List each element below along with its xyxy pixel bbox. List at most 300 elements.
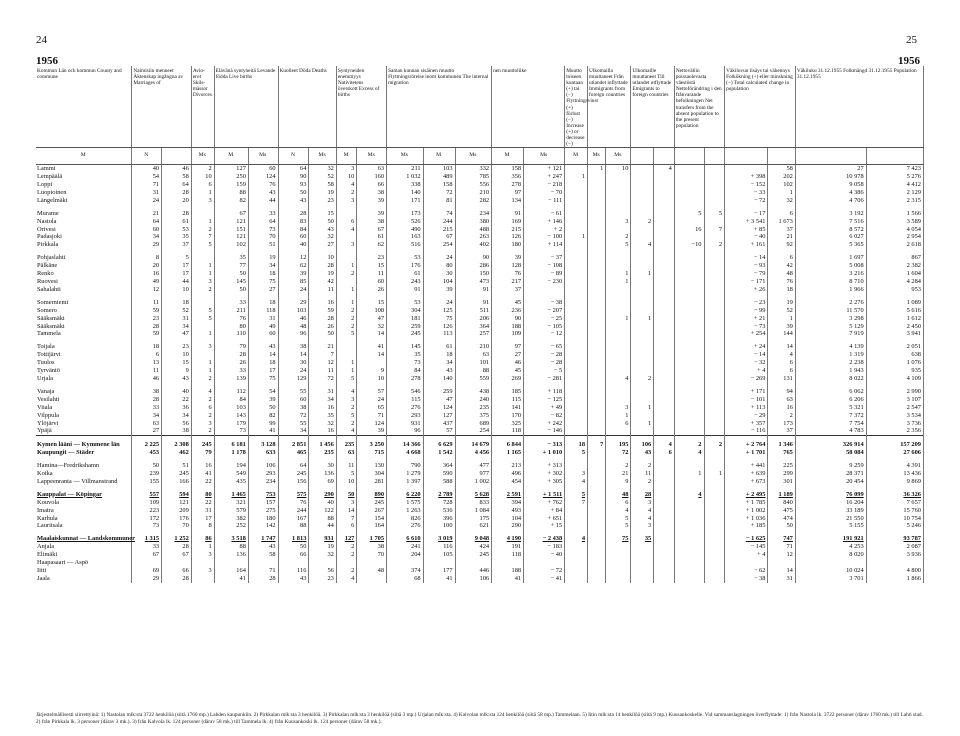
table-cell: 2 [631,478,654,486]
table-cell [654,575,675,583]
table-cell: 131 [768,375,795,383]
table-cell: 180 [248,515,278,523]
table-cell: 34 [162,323,192,331]
table-cell: 72 [309,375,336,383]
table-cell: + 254 [725,330,768,338]
table-cell: 6 027 [795,233,866,241]
table-cell [674,351,704,359]
table-cell: 8 572 [795,226,866,234]
table-cell: 51 [248,241,278,249]
table-cell [588,404,606,412]
table-cell: 474 [768,515,795,523]
table-cell: 5 616 [866,307,923,315]
table-cell [654,351,675,359]
table-cell: 245 [191,441,214,449]
table-cell: 10 [162,351,192,359]
table-cell [631,543,654,551]
table-cell [588,522,606,530]
table-cell: 27 [132,427,162,435]
table-cell: 2 315 [866,197,923,205]
table-cell: 1 [336,359,357,367]
table-cell: 374 [387,567,424,575]
table-cell [674,551,704,559]
table-cell: 37 [162,241,192,249]
table-cell [631,323,654,331]
table-cell: 80 [191,491,214,499]
table-cell: 66 [357,181,387,189]
table-cell: 1 [631,270,654,278]
table-cell: 490 [387,226,424,234]
table-cell [631,173,654,181]
table-cell [565,165,588,173]
table-cell: 6 [336,218,357,226]
table-cell: 97 [492,189,524,197]
table-cell: + 1 701 [725,449,768,457]
table-row [36,233,924,241]
table-cell: 99 [248,420,278,428]
table-cell [674,323,704,331]
commune-name: Murame [36,210,132,218]
table-cell: 380 [455,218,492,226]
table-cell: 33 189 [795,507,866,515]
table-cell: 129 [278,375,309,383]
table-cell: 126 [423,323,455,331]
table-cell [674,299,704,307]
table-cell [631,299,654,307]
table-cell: 2 [191,375,214,383]
column-header: Kommun Län och kommun County and commune [36,66,132,148]
table-cell: 7 [704,226,725,234]
table-cell: 63 [336,449,357,457]
table-cell: 28 371 [795,470,866,478]
table-cell [631,351,654,359]
table-cell: 50 [768,522,795,530]
table-cell: 293 [387,412,424,420]
table-cell: 76 [278,499,309,507]
table-cell: 116 [278,567,309,575]
table-row [36,543,924,551]
table-cell: 250 [214,173,248,181]
table-cell: 27 [309,241,336,249]
table-cell [606,330,631,338]
table-cell [588,233,606,241]
table-cell: 1 002 [455,478,492,486]
column-subheader: Ms [248,148,278,165]
table-row [36,315,924,323]
table-cell: 16 [191,462,214,470]
table-cell [704,499,725,507]
table-cell [357,359,387,367]
table-cell: 4 [336,181,357,189]
column-subheader: M [423,148,455,165]
table-cell [606,262,631,270]
table-cell: 2 591 [492,491,524,499]
commune-name: Hamina—Fredrikshamn [36,462,132,470]
table-cell: 2 450 [866,323,923,331]
table-cell: + 185 [725,522,768,530]
table-cell: − 82 [524,412,565,420]
table-cell: 13 436 [866,470,923,478]
table-cell [674,575,704,583]
table-cell: 1 542 [423,449,455,457]
table-cell [565,351,588,359]
table-cell: 113 [423,330,455,338]
table-cell: 728 [423,499,455,507]
table-cell: 38 [357,543,387,551]
table-cell [631,367,654,375]
table-cell: 10 [336,478,357,486]
table-cell [704,197,725,205]
table-cell: 275 [248,507,278,515]
table-cell: 47 [423,396,455,404]
table-cell: 477 [455,462,492,470]
table-cell: + 2 764 [725,441,768,449]
table-cell: 94 [768,388,795,396]
table-cell: + 15 [524,522,565,530]
table-cell: 556 [455,181,492,189]
table-cell [795,559,866,567]
table-cell: 61 [357,233,387,241]
table-cell: 493 [492,507,524,515]
column-header: Väkiluvun lisäys tai vähennys Folkökning (+) eller minskning (−) Total calculated change in population [725,66,796,148]
table-cell: 39 [423,286,455,294]
table-cell: 105 [423,551,455,559]
table-cell: 139 [214,375,248,383]
table-cell: 62 [278,262,309,270]
table-cell [631,427,654,435]
table-cell: + 1 511 [524,491,565,499]
table-cell [704,375,725,383]
column-subheader [725,148,768,165]
table-cell: 28 [309,262,336,270]
table-cell: 2 [704,441,725,449]
table-cell: 102 [768,181,795,189]
table-cell: 35 [387,351,424,359]
column-header: Ulkomailla muuttaneet Från utlandet inflyttade Immigrants from foreign countries [588,66,631,148]
table-cell: 31 [132,189,162,197]
table-cell: 145 [387,343,424,351]
table-cell: 4 109 [866,375,923,383]
table-cell [565,522,588,530]
table-cell [565,262,588,270]
table-cell [565,189,588,197]
table-cell: 10 [357,375,387,383]
table-cell: 2 789 [423,491,455,499]
table-row [36,210,924,218]
table-cell: 173 [768,420,795,428]
table-cell: − 281 [524,375,565,383]
table-cell: 16 [132,270,162,278]
table-cell: 49 [132,278,162,286]
table-cell [162,559,192,567]
table-cell [565,323,588,331]
table-cell: 1 866 [866,575,923,583]
column-header: Elävänä syntyneitä Levande födda Live births [214,66,278,148]
table-cell [588,375,606,383]
table-cell [674,420,704,428]
table-cell [631,210,654,218]
table-cell: + 313 [524,462,565,470]
table-cell [674,499,704,507]
table-cell: 1 032 [387,173,424,181]
table-cell [654,181,675,189]
table-cell: 28 [631,491,654,499]
table-cell: 4 800 [866,567,923,575]
table-cell: 39 [768,323,795,331]
table-cell: 136 [309,470,336,478]
table-cell: 254 [455,427,492,435]
table-cell [606,226,631,234]
table-cell: 74 [423,210,455,218]
table-cell [654,478,675,486]
table-cell: 6 181 [214,441,248,449]
table-cell [606,351,631,359]
column-subheader: Ms [588,148,606,165]
table-cell: 39 [278,270,309,278]
table-cell [674,330,704,338]
table-cell: 16 [309,404,336,412]
table-cell: 16 [674,226,704,234]
table-body [36,66,924,583]
table-cell: 1 [191,359,214,367]
table-cell: 1 705 [357,535,387,543]
table-cell: 76 [768,278,795,286]
table-cell [674,462,704,470]
table-cell: 215 [492,226,524,234]
table-cell: 5 [674,210,704,218]
table-cell [631,388,654,396]
table-cell: 44 [248,197,278,205]
table-cell: 41 [191,470,214,478]
table-cell [631,165,654,173]
table-row [36,412,924,420]
table-cell: 4 668 [387,449,424,457]
table-cell: 5 [606,241,631,249]
table-cell: + 26 [725,286,768,294]
table-cell [588,462,606,470]
table-cell: 59 [132,307,162,315]
table-cell: 88 [455,367,492,375]
table-cell: 9 [162,367,192,375]
commune-name: Iitti [36,567,132,575]
table-cell: 69 [309,478,336,486]
table-cell [588,491,606,499]
table-cell [565,254,588,262]
commune-name: Orivesi [36,226,132,234]
table-cell: 191 921 [795,535,866,543]
table-cell [674,559,704,567]
table-cell [565,575,588,583]
table-cell: 85 [278,278,309,286]
table-cell [674,254,704,262]
table-row [36,330,924,338]
table-row [36,575,924,583]
table-cell: 206 [455,315,492,323]
table-row [36,351,924,359]
table-cell: + 242 [524,420,565,428]
table-cell: 1 [606,412,631,420]
table-cell: 826 [387,515,424,523]
table-cell [674,515,704,523]
table-cell: 79 [214,343,248,351]
table-cell [565,427,588,435]
table-cell: 70 [162,522,192,530]
table-cell: 1 [191,330,214,338]
table-cell: 2 [674,441,704,449]
column-header: Ulkomaille muuttaneet Till utlandet utflyttade Emigrants to foreign countries [631,66,674,148]
table-cell: 15 [162,359,192,367]
table-cell: 4 [565,535,588,543]
table-cell: 11 [336,462,357,470]
table-cell: − 93 [725,262,768,270]
commune-name: Vanaja [36,388,132,396]
table-cell [606,181,631,189]
table-cell: 61 [387,270,424,278]
table-cell: 4 190 [492,535,524,543]
table-cell [278,559,309,567]
table-cell [654,226,675,234]
table-cell: 29 [132,241,162,249]
table-cell [674,427,704,435]
table-cell: 3 [336,165,357,173]
table-cell: 23 [309,575,336,583]
table-cell [565,543,588,551]
table-cell: 4 [191,388,214,396]
table-cell: 5 [162,254,192,262]
table-cell: 12 [768,551,795,559]
table-cell [565,330,588,338]
table-cell: 4 [631,515,654,523]
table-cell: 1 673 [768,218,795,226]
table-cell: − 12 [524,330,565,338]
table-cell [674,567,704,575]
table-cell: 7 [309,351,336,359]
table-cell: 286 [455,262,492,270]
table-cell: 37 [492,286,524,294]
table-cell [654,286,675,294]
table-cell: 185 [492,388,524,396]
table-cell: 290 [309,491,336,499]
table-cell [704,218,725,226]
table-cell: 276 [387,404,424,412]
table-cell [654,396,675,404]
table-cell: 35 [214,254,248,262]
table-cell [654,343,675,351]
commune-name: Loppi [36,181,132,189]
commune-name: Maalaiskunnat — Landskommuner [37,535,136,543]
column-subheader: N [278,148,309,165]
table-cell: 34 [423,359,455,367]
table-cell: 51 [162,462,192,470]
table-cell: 2 276 [795,299,866,307]
table-cell: − 100 [524,233,565,241]
table-cell: + 302 [524,470,565,478]
table-cell: 34 [162,412,192,420]
commune-name: Haapasaari — Aspö [36,559,132,567]
table-cell: 194 [214,462,248,470]
table-cell: 136 [214,551,248,559]
table-cell: 1 [606,270,631,278]
table-cell [674,522,704,530]
table-cell [704,343,725,351]
column-subheader: Ms [357,148,387,165]
table-cell: 3 534 [866,412,923,420]
table-cell: 28 [162,543,192,551]
table-cell: 4 412 [866,181,923,189]
table-cell: 82 [248,412,278,420]
table-cell: 234 [455,210,492,218]
table-cell: 127 [214,165,248,173]
table-cell: 223 [132,507,162,515]
table-cell: 10 978 [795,173,866,181]
table-cell: 10 [336,173,357,181]
table-row [36,427,924,435]
table-cell: + 114 [524,241,565,249]
table-cell: 1 [336,262,357,270]
table-cell: 3 [631,522,654,530]
table-cell: 15 [357,262,387,270]
table-cell: 4 [336,388,357,396]
table-cell: 118 [248,307,278,315]
column-header: Nettoväliin poissaolevasta väestöstä Nettoförändring i den frånvarande befolkningen Net transfers from the absent population to the present population [674,66,724,148]
table-cell: 81 [423,197,455,205]
table-cell: 7 [565,499,588,507]
table-cell: 15 [309,210,336,218]
table-cell: 516 [387,241,424,249]
table-cell: 14 [336,507,357,515]
table-cell [674,396,704,404]
table-row [36,551,924,559]
commune-name: Pälkäne [36,262,132,270]
table-cell: 32 [357,323,387,331]
table-cell [565,343,588,351]
table-cell: 2 087 [866,543,923,551]
table-row [36,226,924,234]
table-cell: 61 [162,218,192,226]
table-cell: 42 [309,278,336,286]
table-cell: 526 [387,218,424,226]
table-cell [606,567,631,575]
table-cell: 8 710 [795,278,866,286]
table-cell [606,396,631,404]
table-cell: 30 [309,462,336,470]
table-cell: 5 [336,470,357,478]
table-cell: + 651 [524,515,565,523]
table-cell: 2 [336,323,357,331]
table-cell: 80 [423,262,455,270]
table-cell: 159 [214,181,248,189]
table-cell: 32 [309,233,336,241]
table-cell: 18 [248,299,278,307]
table-cell [704,427,725,435]
table-cell [565,241,588,249]
table-cell: 23 [162,343,192,351]
table-cell: 3 701 [795,575,866,583]
table-cell: 293 [248,470,278,478]
table-cell [132,559,162,567]
column-header: Syntyneiden enemmyys Nativitetens överskott Excess of births [336,66,386,148]
table-cell: 4 391 [866,462,923,470]
table-cell: 1 [191,189,214,197]
table-cell: − 105 [524,323,565,331]
table-cell [674,359,704,367]
table-cell: 47 [357,315,387,323]
table-cell: 6 220 [387,491,424,499]
table-cell: 41 [214,575,248,583]
table-cell: 2 [631,462,654,470]
table-cell: 241 [387,543,424,551]
table-cell [524,559,565,567]
